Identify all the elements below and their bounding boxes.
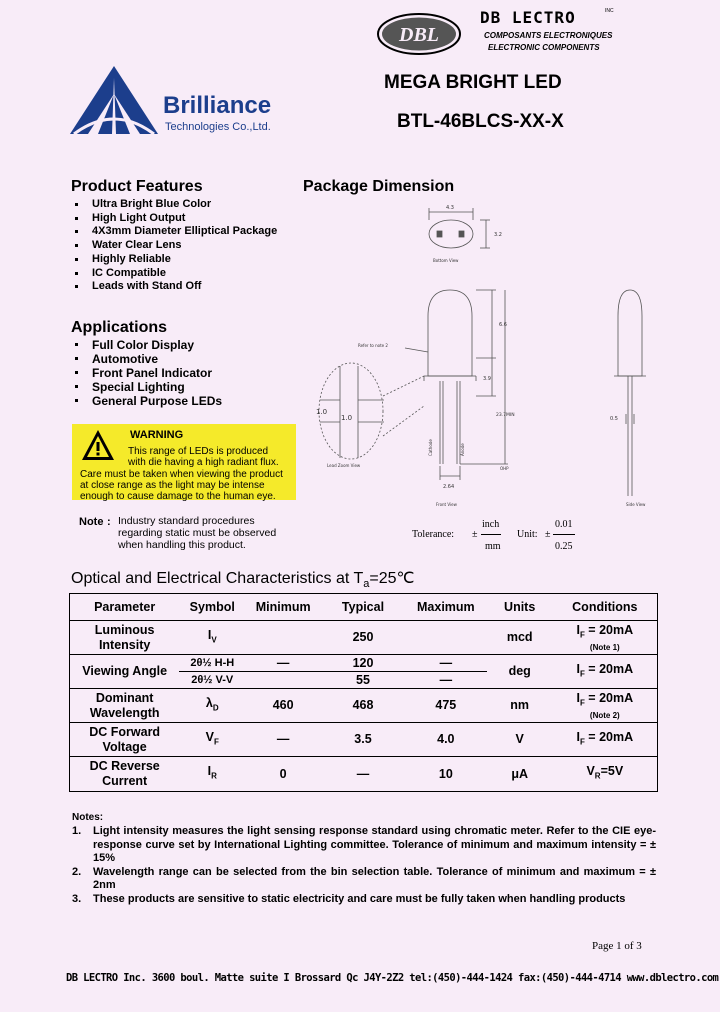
- cond-sub: R: [594, 771, 601, 781]
- param-line: Current: [102, 774, 148, 788]
- applications-list: [71, 338, 222, 408]
- column-header: Parameter: [94, 600, 156, 614]
- tolerance-pm: ±: [472, 529, 478, 540]
- side-view-label: Side View: [626, 502, 646, 507]
- symbol-sub: V: [211, 635, 217, 645]
- min-cell: [245, 672, 321, 689]
- list-item: Front Panel Indicator: [71, 366, 222, 380]
- cond-cell: [553, 621, 658, 655]
- list-item: [72, 866, 656, 893]
- param-cell: [70, 621, 180, 655]
- param-cell: [70, 723, 180, 757]
- unit-mm: mm: [485, 541, 501, 552]
- note-number: 2.: [72, 865, 82, 878]
- table-row: [70, 621, 658, 655]
- param-line: Wavelength: [89, 705, 160, 720]
- list-item: Special Lighting: [71, 380, 222, 394]
- symbol-cell: [179, 757, 245, 792]
- min-cell: 460: [245, 689, 321, 723]
- cond-value: = 20mA: [584, 623, 634, 638]
- cond-symbol: I: [576, 691, 580, 706]
- typ-cell: 3.5: [321, 723, 405, 757]
- table-header-row: [70, 594, 658, 621]
- param-line: Voltage: [102, 739, 147, 754]
- warning-line: with die having a high radiant flux.: [128, 457, 279, 469]
- bottom-view-label: Bottom View: [433, 258, 459, 263]
- cond-cell: [553, 689, 658, 723]
- max-cell: 10: [405, 757, 487, 792]
- list-item: 4X3mm Diameter Elliptical Package: [71, 225, 277, 239]
- spec-table: [69, 593, 658, 792]
- column-header: Minimum: [255, 600, 311, 614]
- list-item: Full Color Display: [71, 338, 222, 352]
- column-header: Units: [504, 600, 536, 614]
- note-colon: :: [107, 516, 111, 528]
- features-heading: Product Features: [71, 178, 203, 195]
- tolerance-inch: 0.01: [555, 519, 573, 530]
- cond-cell: [553, 655, 658, 689]
- list-item: Automotive: [71, 352, 222, 366]
- symbol: λ: [205, 695, 213, 710]
- refer-note: Refer to note 2: [358, 343, 388, 348]
- param-line: DC Forward: [89, 724, 161, 739]
- cond-note: (Note 1): [589, 642, 620, 652]
- tolerance-mm: 0.25: [555, 541, 573, 552]
- dbl-logo: [376, 12, 462, 56]
- cond-symbol: I: [576, 729, 580, 744]
- note-number: 3.: [72, 892, 82, 905]
- dim-lead-width: 0.5: [610, 416, 618, 422]
- list-item: Ultra Bright Blue Color: [71, 198, 277, 212]
- note-text: Wavelength range can be selected from the bin selection table. Tolerance of minimum and maximum = ± 2nm: [93, 865, 656, 891]
- max-cell: [405, 621, 487, 655]
- cathode-label: Cathode: [428, 439, 433, 456]
- part-number: BTL-46BLCS-XX-X: [397, 111, 564, 132]
- dbl-logo-text: DBL: [399, 24, 439, 46]
- typ-cell: 55: [321, 672, 405, 689]
- symbol-sub: D: [212, 703, 219, 713]
- note-text: These products are sensitive to static electricity and care must be fully taken when handling products: [93, 892, 626, 905]
- brand-name: Brilliance: [163, 92, 272, 119]
- note-text: [118, 516, 308, 551]
- cond-cell: [553, 723, 658, 757]
- warning-title: WARNING: [130, 429, 184, 441]
- tolerance-label: Tolerance:: [412, 529, 455, 540]
- param-cell: Viewing Angle: [70, 655, 180, 689]
- cond-value: =5V: [600, 764, 624, 779]
- cond-sub: F: [579, 669, 585, 679]
- cond-symbol: I: [576, 661, 580, 676]
- note-label: Note: [79, 516, 104, 528]
- package-heading: Package Dimension: [303, 178, 455, 195]
- param-line: DC Reverse: [89, 759, 160, 773]
- note-line: when handling this product.: [118, 538, 246, 551]
- list-item: IC Compatible: [71, 267, 277, 281]
- column-header: Maximum: [417, 600, 475, 614]
- applications-heading: Applications: [71, 319, 168, 336]
- unit-cell: mcd: [487, 621, 553, 655]
- typ-cell: 468: [321, 689, 405, 723]
- cond-value: = 20mA: [584, 729, 634, 744]
- anode-label: Anode: [460, 443, 465, 456]
- list-item: [72, 825, 656, 866]
- max-cell: 4.0: [405, 723, 487, 757]
- cond-value: = 20mA: [584, 691, 634, 706]
- typ-cell: 250: [321, 621, 405, 655]
- front-view-label: Front View: [436, 502, 457, 507]
- param-line: Intensity: [98, 637, 151, 652]
- unit-cell: V: [487, 723, 553, 757]
- unit-inch: inch: [482, 519, 500, 530]
- cond-sub: F: [579, 630, 585, 640]
- cond-symbol: V: [586, 764, 595, 779]
- note-line: Industry standard procedures: [118, 515, 255, 527]
- fraction-line: [481, 534, 501, 535]
- table-row: [70, 655, 658, 672]
- features-list: [71, 198, 277, 294]
- max-cell: —: [405, 655, 487, 672]
- fraction-line-2: [553, 534, 575, 535]
- symbol-cell: [179, 689, 245, 723]
- lead-zoom-label: Lead Zoom View: [327, 463, 361, 468]
- min-cell: —: [245, 723, 321, 757]
- list-item: Water Clear Lens: [71, 239, 277, 253]
- symbol: I: [207, 764, 212, 779]
- tolerance-pm-2: ±: [545, 529, 551, 540]
- note-number: 1.: [72, 825, 82, 837]
- footer-address: DB LECTRO Inc. 3600 boul. Matte suite I Brossard Qc J4Y-2Z2 tel:(450)-444-1424 fax:(450)-444-4714 www.dblectro.com: [66, 972, 719, 984]
- optical-title: [71, 568, 415, 590]
- cond-value: = 20mA: [584, 661, 634, 676]
- symbol-cell: [179, 621, 245, 655]
- symbol-sub: R: [211, 771, 217, 781]
- cond-symbol: I: [576, 623, 580, 638]
- optical-title-sub: a: [363, 578, 370, 591]
- cond-note: (Note 2): [589, 710, 620, 720]
- dim-body-height: 6.6: [499, 322, 507, 328]
- list-item: Highly Reliable: [71, 253, 277, 267]
- column-header: Conditions: [572, 600, 638, 614]
- min-cell: 0: [245, 757, 321, 792]
- dim-lead-a: 1.0: [316, 408, 328, 416]
- unit-cell: deg: [487, 655, 553, 689]
- min-cell: [245, 621, 321, 655]
- table-row: [70, 723, 658, 757]
- unit-cell: μA: [487, 757, 553, 792]
- symbol-cell: 2θ½ V-V: [179, 672, 245, 689]
- table-row: [70, 757, 658, 792]
- warning-line: This range of LEDs is produced: [128, 446, 269, 457]
- document-title: MEGA BRIGHT LED: [384, 72, 562, 93]
- optical-title-suffix: =25℃: [369, 570, 415, 587]
- dim-standoff: 3.9: [483, 376, 491, 382]
- package-drawing: [300, 196, 680, 512]
- param-cell: [70, 689, 180, 723]
- dim-lead-pitch: 2.64: [443, 484, 455, 490]
- param-line: Luminous: [94, 622, 155, 637]
- column-header: Symbol: [189, 600, 235, 614]
- warning-line: Care must be taken when viewing the product: [80, 468, 283, 480]
- list-item: High Light Output: [71, 212, 277, 226]
- min-cell: —: [245, 655, 321, 672]
- page-number: Page 1 of 3: [592, 940, 642, 952]
- dim-depth: 3.2: [494, 232, 502, 238]
- brand-subtitle: Technologies Co.,Ltd.: [165, 121, 271, 133]
- list-item: General Purpose LEDs: [71, 394, 222, 408]
- dim-lead-b: 1.0: [341, 414, 353, 422]
- typ-cell: —: [321, 757, 405, 792]
- table-row: [70, 689, 658, 723]
- cond-sub: F: [579, 737, 585, 747]
- symbol-cell: 2θ½ H-H: [179, 655, 245, 672]
- param-cell: [70, 757, 180, 792]
- max-cell: 475: [405, 689, 487, 723]
- company-name: DB LECTRO: [480, 8, 576, 27]
- tagline-fr: COMPOSANTS ELECTRONIQUES: [484, 31, 613, 40]
- ohp-label: OHP: [500, 466, 509, 471]
- cond-sub: F: [579, 698, 585, 708]
- symbol-sub: F: [213, 737, 219, 747]
- symbol-cell: [179, 723, 245, 757]
- symbol: V: [205, 729, 214, 744]
- param-line: Dominant: [95, 690, 154, 705]
- brilliance-logo-icon: [68, 64, 160, 136]
- dim-lead-length: 23.7MIN: [496, 413, 515, 418]
- unit-label: Unit:: [517, 529, 538, 540]
- list-item: Leads with Stand Off: [71, 280, 277, 294]
- note-text: Light intensity measures the light sensing response standard using chromatic meter. Refer to the CIE eye-response curve set by International Lighting committee. Tolerance of minimum and maximum intensity = ± 15%: [93, 825, 656, 864]
- optical-title-text: Optical and Electrical Characteristics at T: [71, 570, 364, 587]
- typ-cell: 120: [321, 655, 405, 672]
- unit-cell: nm: [487, 689, 553, 723]
- warning-line: enough to cause damage to the human eye.: [80, 491, 276, 503]
- company-suffix: INC: [605, 8, 614, 14]
- notes-list: [72, 825, 656, 906]
- dim-width: 4.3: [446, 205, 454, 211]
- max-cell: —: [405, 672, 487, 689]
- warning-text: [80, 446, 294, 502]
- notes-heading: Notes:: [72, 812, 104, 823]
- note-line: regarding static must be observed: [118, 526, 277, 539]
- column-header: Typical: [341, 600, 385, 614]
- cond-cell: [553, 757, 658, 792]
- warning-line: at close range as the light may be intense: [80, 479, 265, 491]
- symbol: I: [207, 627, 212, 642]
- tagline-en: ELECTRONIC COMPONENTS: [488, 43, 600, 52]
- list-item: [72, 893, 656, 907]
